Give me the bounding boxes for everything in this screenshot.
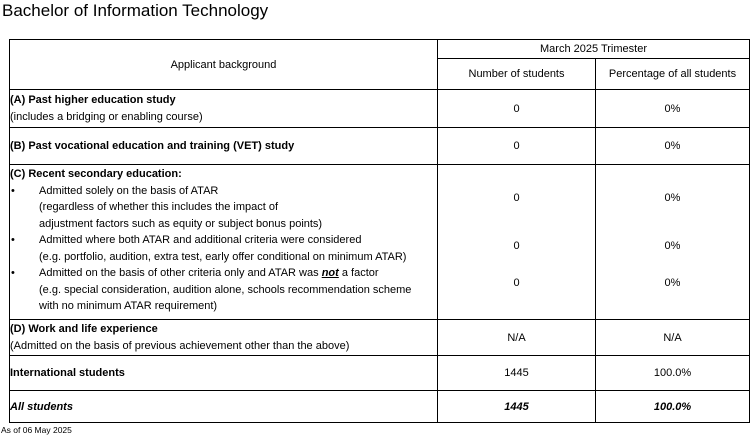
row-d-note: (Admitted on the basis of previous achievement other than the above) <box>10 339 350 352</box>
row-international-students: 1445 <box>438 356 596 391</box>
row-c-item-1: • Admitted solely on the basis of ATAR <box>10 183 437 200</box>
row-b-students: 0 <box>438 128 596 165</box>
table-row-c <box>10 165 750 320</box>
emphasis-not: not <box>321 267 339 279</box>
row-a-heading: (A) Past higher education study <box>10 94 176 106</box>
row-c-label: (C) Recent secondary education: • Admitted solely on the basis of ATAR (regardless of whether this includes the impact of adjustment factors such as equity or subject bonus points) • Admitted where both ATAR and additional criteria were considered (e.g. portfolio, audition, extra test, early offer conditional on minimum ATAR) • Admitted on the basis of other criteria only and ATAR was not a factor (e.g. special consideration, audition alone, schools recommendation scheme with no minimum ATAR requirement) <box>10 165 438 320</box>
intake-header: March 2025 Trimester <box>438 40 750 59</box>
row-a-students: 0 <box>438 90 596 128</box>
table-row-international <box>10 356 750 391</box>
row-a-percent: 0% <box>596 90 750 128</box>
row-c-item-2: • Admitted where both ATAR and additional criteria were considered <box>10 232 437 249</box>
row-international-label: International students <box>10 356 438 391</box>
table-row-d <box>10 320 750 356</box>
row-b-label <box>10 128 438 165</box>
table-row-b <box>10 128 750 165</box>
bullet-icon: • <box>11 184 15 197</box>
row-a-note: (includes a bridging or enabling course) <box>10 110 203 123</box>
bullet-icon: • <box>11 234 15 246</box>
admissions-table <box>9 39 750 423</box>
as-of-footnote: As of 06 May 2025 <box>1 425 72 435</box>
row-d-heading: (D) Work and life experience <box>10 323 158 335</box>
row-b-heading: (B) Past vocational education and training (VET) study <box>10 139 295 152</box>
row-all-label: All students <box>10 391 438 423</box>
row-international-percent: 100.0% <box>596 356 750 391</box>
column-header-students: Number of students <box>438 59 596 90</box>
row-c-students: 0 0 0 <box>438 165 596 320</box>
column-header-percent: Percentage of all students <box>596 59 750 90</box>
row-c-percent: 0% 0% 0% <box>596 165 750 320</box>
row-d-students: N/A <box>438 320 596 356</box>
table-row-a <box>10 90 750 128</box>
row-b-percent: 0% <box>596 128 750 165</box>
row-d-label <box>10 320 438 356</box>
table-row-all <box>10 391 750 423</box>
column-header-background: Applicant background <box>10 40 438 90</box>
page-title: Bachelor of Information Technology <box>2 1 269 20</box>
row-c-heading: (C) Recent secondary education: <box>10 168 182 180</box>
row-c-item-3: • Admitted on the basis of other criteria only and ATAR was not a factor <box>10 265 437 282</box>
row-all-students: 1445 <box>438 391 596 423</box>
row-all-percent: 100.0% <box>596 391 750 423</box>
bullet-icon: • <box>11 267 15 279</box>
row-a-label <box>10 90 438 128</box>
row-d-percent: N/A <box>596 320 750 356</box>
